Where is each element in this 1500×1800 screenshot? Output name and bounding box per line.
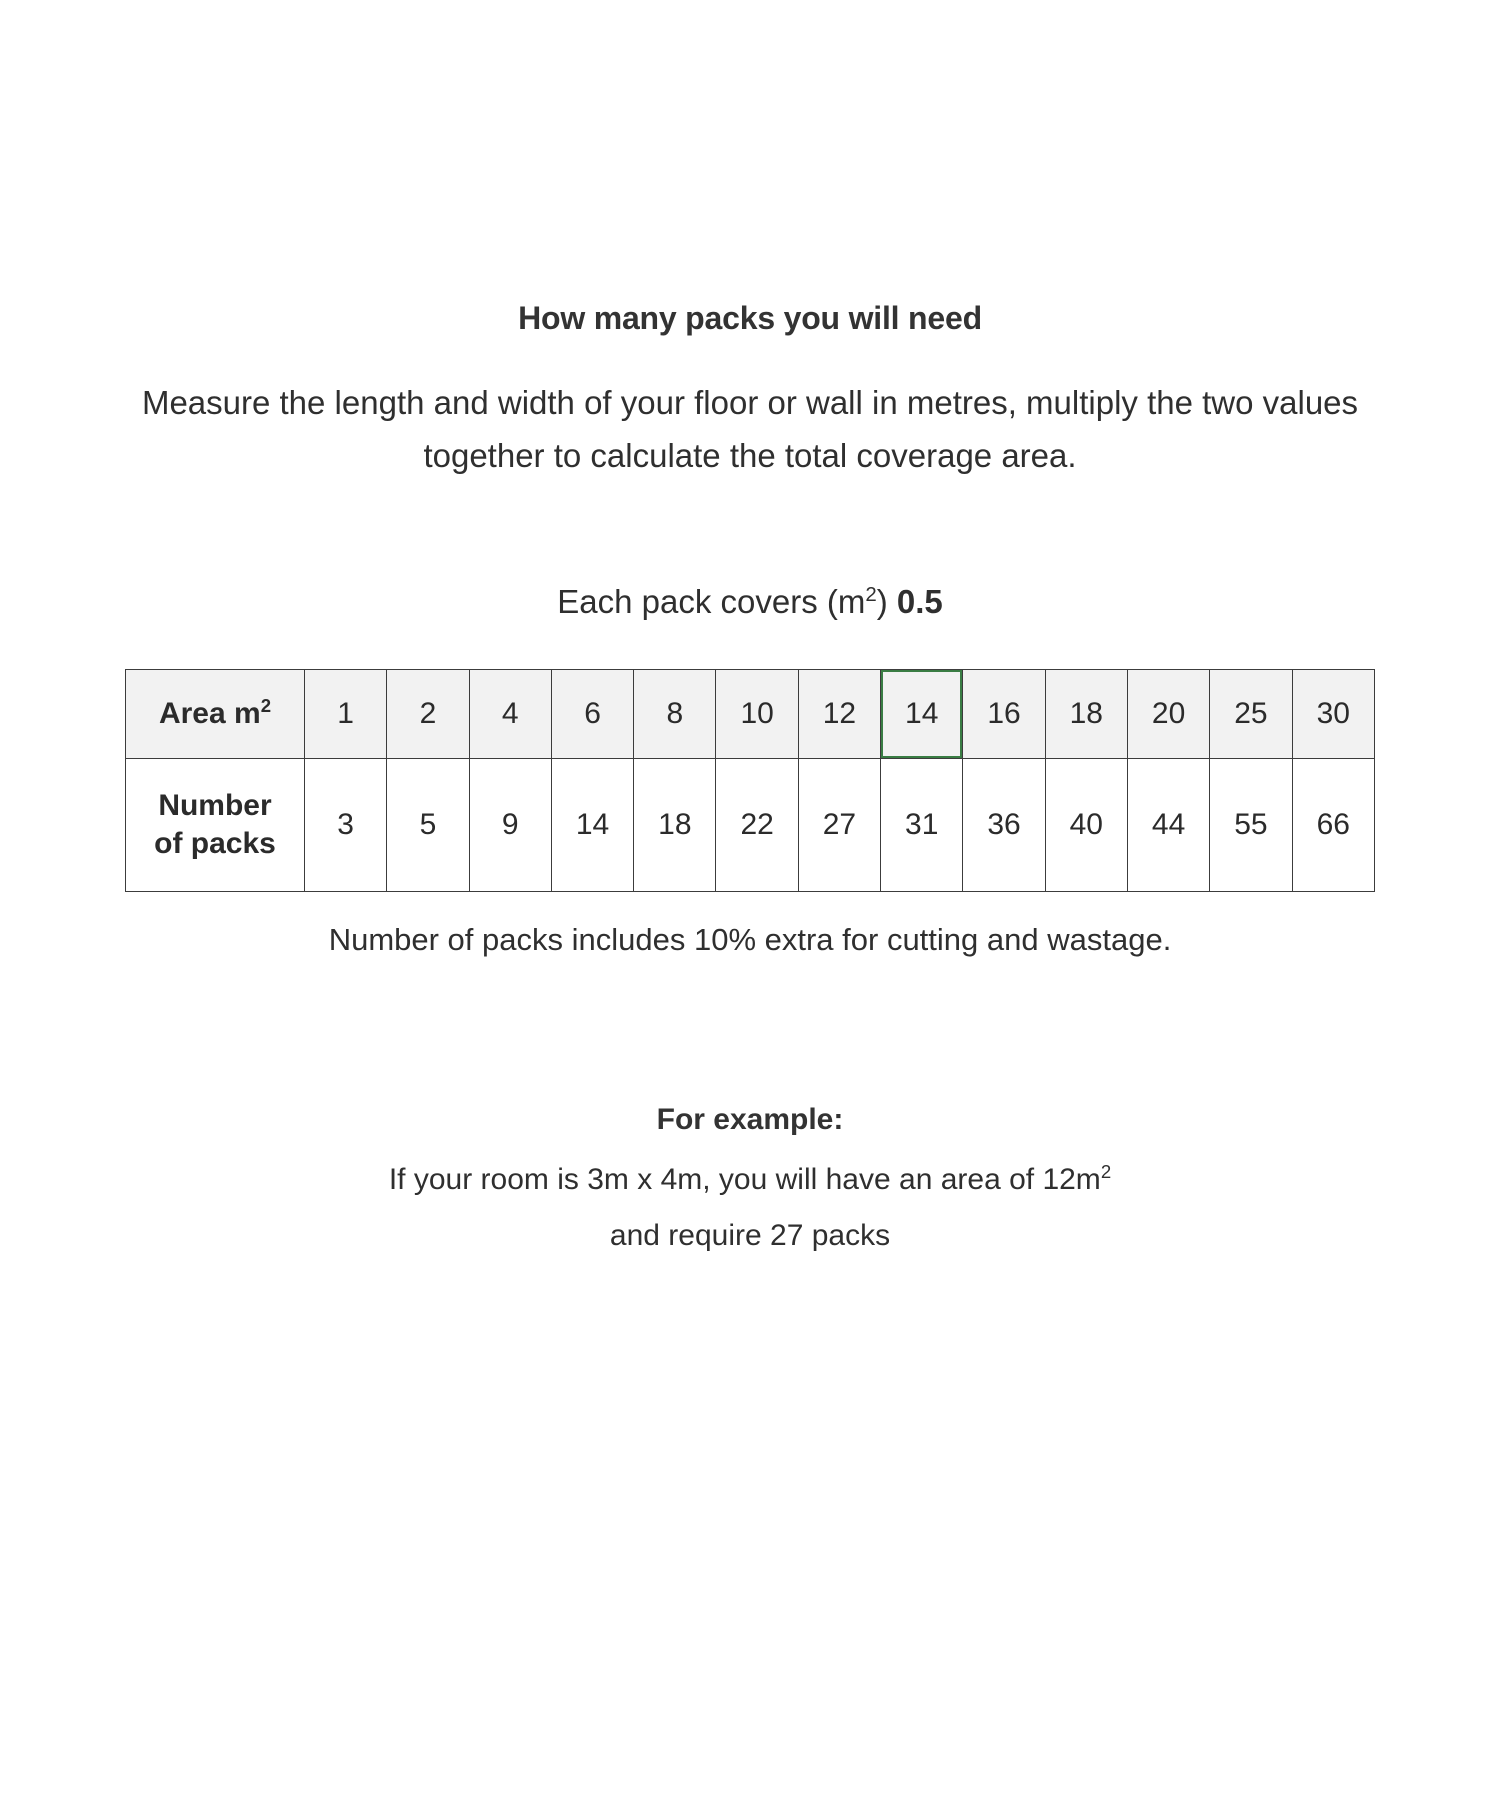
packs-cell: 66 <box>1292 758 1374 891</box>
packs-cell: 9 <box>469 758 551 891</box>
example-line-1-text: If your room is 3m x 4m, you will have an area of 12m <box>388 1162 1101 1196</box>
packs-cell: 3 <box>305 758 387 891</box>
area-cell: 1 <box>305 669 387 758</box>
packs-cell: 14 <box>551 758 633 891</box>
packs-cell: 27 <box>798 758 880 891</box>
area-cell: 25 <box>1210 669 1292 758</box>
area-cell: 10 <box>716 669 798 758</box>
packs-cell: 44 <box>1127 758 1209 891</box>
packs-cell: 40 <box>1045 758 1127 891</box>
table-row-area <box>126 669 1375 758</box>
packs-cell: 55 <box>1210 758 1292 891</box>
area-cell: 20 <box>1127 669 1209 758</box>
example-line-1 <box>0 1160 1500 1197</box>
page-title: How many packs you will need <box>518 300 982 336</box>
area-cell: 4 <box>469 669 551 758</box>
example-title: For example: <box>656 1102 844 1136</box>
packs-cell: 18 <box>634 758 716 891</box>
table-row-packs <box>126 758 1375 891</box>
area-cell: 2 <box>387 669 469 758</box>
row-header-packs <box>126 758 305 891</box>
area-cell: 12 <box>798 669 880 758</box>
row-header-packs-line2: of packs <box>154 826 276 860</box>
packs-cell: 22 <box>716 758 798 891</box>
packs-table-wrap <box>125 669 1375 892</box>
packs-cell: 36 <box>963 758 1045 891</box>
coverage-superscript: 2 <box>865 582 877 606</box>
intro-paragraph: Measure the length and width of your floor or wall in metres, multiply the two values together to calculate the total coverage area. <box>141 384 1359 474</box>
area-cell: 16 <box>963 669 1045 758</box>
wastage-note: Number of packs includes 10% extra for cutting and wastage. <box>328 921 1172 957</box>
area-cell-highlighted: 14 <box>881 669 963 758</box>
document-page <box>0 300 1500 1800</box>
row-header-area <box>126 669 305 758</box>
coverage-value: 0.5 <box>896 582 943 620</box>
coverage-line <box>0 583 1500 621</box>
row-header-area-superscript: 2 <box>260 694 272 716</box>
coverage-label-pre: Each pack covers (m <box>557 582 866 620</box>
row-header-area-label: Area m <box>158 696 261 730</box>
packs-cell-highlighted: 31 <box>881 758 963 891</box>
area-cell: 30 <box>1292 669 1374 758</box>
packs-cell: 5 <box>387 758 469 891</box>
coverage-label-post: ) <box>876 582 897 620</box>
area-cell: 18 <box>1045 669 1127 758</box>
row-header-packs-line1: Number <box>158 789 272 823</box>
area-cell: 8 <box>634 669 716 758</box>
area-cell: 6 <box>551 669 633 758</box>
example-superscript: 2 <box>1100 1160 1112 1182</box>
example-line-2: and require 27 packs <box>609 1218 891 1252</box>
packs-table <box>125 669 1375 892</box>
